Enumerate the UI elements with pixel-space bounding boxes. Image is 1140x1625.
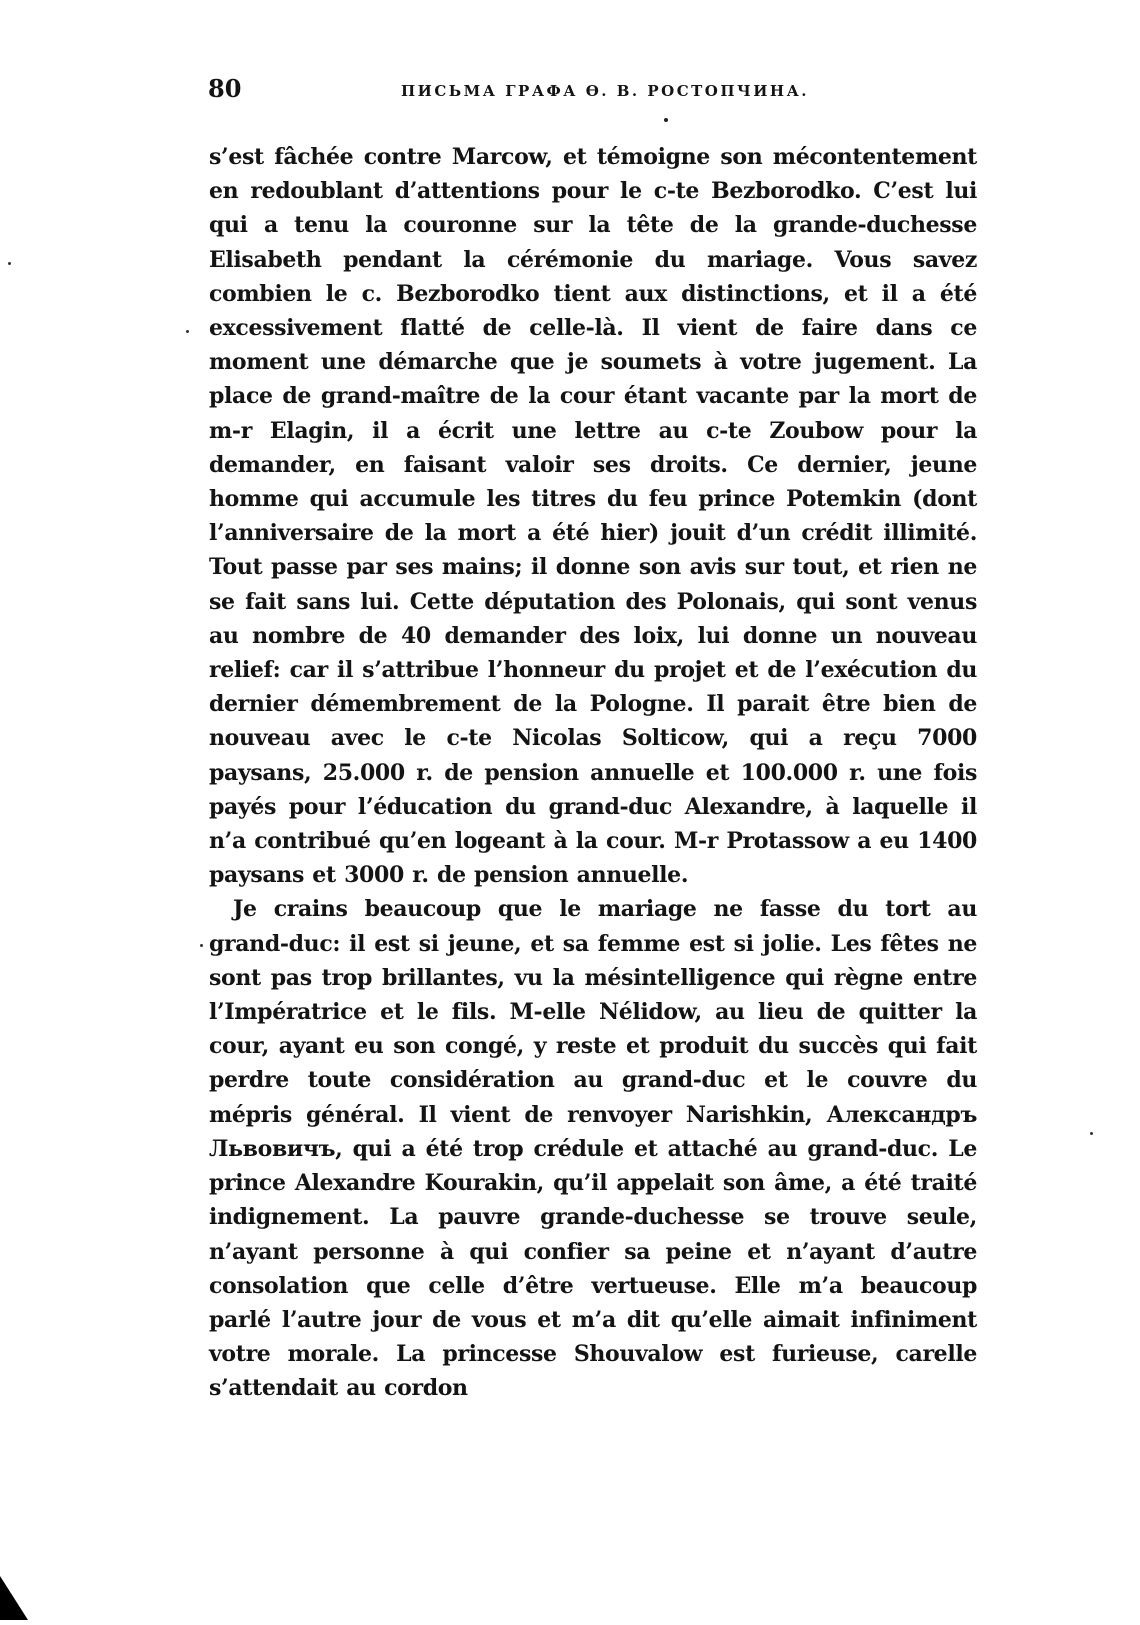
page-number: 80 [208,74,242,103]
margin-speck [8,262,11,265]
scan-corner-mark [0,1576,28,1620]
printer-speck [664,118,668,122]
paragraph-1: s’est fâchée contre Marcow, et témoigne son mécontentement en redoublant d’attentions pour le c-te Bezborodko. C’est lui qui a tenu la couronne sur la tête de la grande-duchesse Elisabeth pendant la cérémonie du mariage. Vous savez combien le c. Bezborodko tient aux distinctions, et il a été excessivement flatté de celle-là. Il vient de faire dans ce moment une démarche que je soumets à votre jugement. La place de grand-maître de la cour étant vacante par la mort de m-r Elagin, il a écrit une lettre au c-te Zoubow pour la demander, en faisant valoir ses droits. Ce dernier, jeune homme qui accumule les titres du feu prince Potemkin (dont l’anniversaire de la mort a été hier) jouit d’un crédit illimité. Tout passe par ses mains; il donne son avis sur tout, et rien ne se fait sans lui. Cette députation des Polonais, qui sont venus au nombre de 40 demander des loix, lui donne un nouveau relief: car il s’attribue l’honneur du projet et de l’exécution du dernier démembrement de la Pologne. Il parait être bien de nouveau avec le c-te Nicolas Solticow, qui a reçu 7000 paysans, 25.000 r. de pension annuelle et 100.000 r. une fois payés pour l’éducation du grand-duc Alexandre, à laquelle il n’a contribué qu’en logeant à la cour. M-r Protassow a eu 1400 paysans et 3000 r. de pension annuelle. [209,144,977,889]
paragraph-2: Je crains beaucoup que le mariage ne fasse du tort au grand-duc: il est si jeune, et sa femme est si jolie. Les fêtes ne sont pas trop brillantes, vu la mésintelligence qui règne entre l’Impératrice et le fils. M-elle Nélidow, au lieu de quitter la cour, ayant eu son congé, y reste et produit du succès qui fait perdre toute considération au grand-duc et le couvre du mépris général. Il vient de renvoyer Narishkin, Александръ Львовичъ, qui a été trop crédule et attaché au grand-duc. Le prince Alexandre Kourakin, qu’il appelait son âme, a été traité indignement. La pauvre grande-duchesse se trouve seule, n’ayant personne à qui confier sa peine et n’ayant d’autre consolation que celle d’être vertueuse. Elle m’a beaucoup parlé l’autre jour de vous et m’a dit qu’elle aimait infiniment votre morale. La princesse Shouvalow est furieuse, carelle s’attendait au cordon [209,896,977,1402]
margin-speck [200,944,203,947]
body-text [209,140,977,1406]
margin-speck [186,330,189,333]
running-title: ПИСЬМА ГРАФА Ѳ. В. РОСТОПЧИНА. [401,82,810,100]
page-header [208,74,1008,110]
margin-speck [1090,1132,1093,1135]
